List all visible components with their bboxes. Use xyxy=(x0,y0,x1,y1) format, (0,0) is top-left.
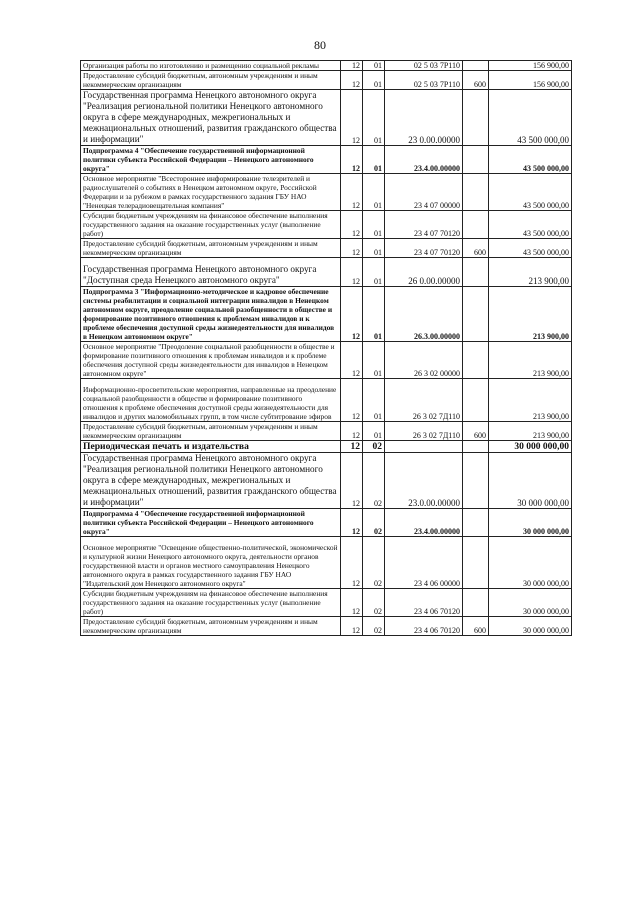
row-section-cell: 12 xyxy=(341,422,363,441)
row-subsection-cell: 02 xyxy=(363,441,385,453)
row-section-cell: 12 xyxy=(341,453,363,509)
row-target-article-cell: 02 5 03 7Р110 xyxy=(385,61,463,71)
row-subsection-cell: 01 xyxy=(363,71,385,90)
row-amount-cell: 30 000 000,00 xyxy=(489,441,572,453)
row-subsection-cell: 01 xyxy=(363,90,385,146)
row-target-article-cell xyxy=(385,441,463,453)
row-name-cell: Предоставление субсидий бюджетным, автономным учреждениям и иным некоммерческим организациям xyxy=(81,617,341,636)
row-amount-cell: 43 500 000,00 xyxy=(489,146,572,174)
row-name-cell: Подпрограмма 4 "Обеспечение государственной информационной политики субъекта Российской Федерации – Ненецкого автономного округа" xyxy=(81,146,341,174)
table-row xyxy=(81,441,572,453)
row-section-cell: 12 xyxy=(341,589,363,617)
row-amount-cell: 30 000 000,00 xyxy=(489,537,572,589)
table-row xyxy=(81,342,572,379)
row-amount-cell: 30 000 000,00 xyxy=(489,589,572,617)
row-section-cell: 12 xyxy=(341,379,363,422)
row-section-cell: 12 xyxy=(341,146,363,174)
row-expense-type-cell: 600 xyxy=(463,71,489,90)
row-expense-type-cell xyxy=(463,146,489,174)
row-name-cell: Предоставление субсидий бюджетным, автономным учреждениям и иным некоммерческим организациям xyxy=(81,422,341,441)
row-target-article-cell: 23 4 07 70120 xyxy=(385,211,463,239)
row-subsection-cell: 01 xyxy=(363,258,385,287)
row-subsection-cell: 01 xyxy=(363,174,385,211)
row-target-article-cell: 26 3 02 7Д110 xyxy=(385,422,463,441)
row-subsection-cell: 01 xyxy=(363,422,385,441)
row-amount-cell: 213 900,00 xyxy=(489,379,572,422)
row-target-article-cell: 23.4.00.00000 xyxy=(385,146,463,174)
row-section-cell: 12 xyxy=(341,342,363,379)
row-name-cell: Периодическая печать и издательства xyxy=(81,441,341,453)
row-subsection-cell: 01 xyxy=(363,146,385,174)
row-subsection-cell: 01 xyxy=(363,342,385,379)
row-section-cell: 12 xyxy=(341,211,363,239)
row-amount-cell: 43 500 000,00 xyxy=(489,90,572,146)
row-section-cell: 12 xyxy=(341,258,363,287)
row-name-cell: Информационно-просветительские мероприятия, направленные на преодоление социальной разобщенности в обществе и формирование позитивного отношения к проблеме обеспечения доступной среды жизнедеятельности для инвалидов и других маломобильных групп, в том числе субтитрование эфиров xyxy=(81,379,341,422)
row-section-cell: 12 xyxy=(341,617,363,636)
row-section-cell: 12 xyxy=(341,441,363,453)
row-expense-type-cell: 600 xyxy=(463,422,489,441)
row-target-article-cell: 23 4 06 00000 xyxy=(385,537,463,589)
row-amount-cell: 213 900,00 xyxy=(489,287,572,342)
row-subsection-cell: 02 xyxy=(363,509,385,537)
table-row xyxy=(81,146,572,174)
row-expense-type-cell xyxy=(463,342,489,379)
table-row xyxy=(81,258,572,287)
table-row xyxy=(81,174,572,211)
row-subsection-cell: 01 xyxy=(363,379,385,422)
row-expense-type-cell xyxy=(463,441,489,453)
row-subsection-cell: 01 xyxy=(363,287,385,342)
row-subsection-cell: 02 xyxy=(363,589,385,617)
table-row xyxy=(81,211,572,239)
table-row xyxy=(81,239,572,258)
row-section-cell: 12 xyxy=(341,71,363,90)
row-target-article-cell: 23 4 06 70120 xyxy=(385,617,463,636)
row-section-cell: 12 xyxy=(341,174,363,211)
row-target-article-cell: 23 4 07 70120 xyxy=(385,239,463,258)
row-target-article-cell: 26 3 02 7Д110 xyxy=(385,379,463,422)
row-expense-type-cell xyxy=(463,537,489,589)
row-amount-cell: 213 900,00 xyxy=(489,342,572,379)
table-row xyxy=(81,617,572,636)
row-name-cell: Субсидии бюджетным учреждениям на финансовое обеспечение выполнения государственного задания на оказание государственных услуг (выполнение работ) xyxy=(81,589,341,617)
table-row xyxy=(81,287,572,342)
row-expense-type-cell xyxy=(463,174,489,211)
row-amount-cell: 30 000 000,00 xyxy=(489,509,572,537)
row-amount-cell: 213 900,00 xyxy=(489,258,572,287)
row-name-cell: Государственная программа Ненецкого автономного округа "Реализация региональной политики Ненецкого автономного округа в сфере международных, межрегиональных и межнациональных отношений, развития гражданского общества и информации" xyxy=(81,453,341,509)
row-expense-type-cell xyxy=(463,258,489,287)
row-name-cell: Основное мероприятие "Преодоление социальной разобщенности в обществе и формирование позитивного отношения к проблемам инвалидов и к проблеме обеспечения доступной среды жизнедеятельности для инвалидов в Ненецком автономном округе" xyxy=(81,342,341,379)
row-expense-type-cell xyxy=(463,61,489,71)
row-amount-cell: 43 500 000,00 xyxy=(489,239,572,258)
table-row xyxy=(81,61,572,71)
row-amount-cell: 43 500 000,00 xyxy=(489,211,572,239)
row-target-article-cell: 23 4 06 70120 xyxy=(385,589,463,617)
row-target-article-cell: 02 5 03 7Р110 xyxy=(385,71,463,90)
table-row xyxy=(81,589,572,617)
table-row xyxy=(81,90,572,146)
row-section-cell: 12 xyxy=(341,90,363,146)
row-name-cell: Предоставление субсидий бюджетным, автономным учреждениям и иным некоммерческим организациям xyxy=(81,71,341,90)
row-expense-type-cell xyxy=(463,90,489,146)
page-number: 80 xyxy=(314,38,326,52)
row-section-cell: 12 xyxy=(341,61,363,71)
row-expense-type-cell xyxy=(463,287,489,342)
row-subsection-cell: 02 xyxy=(363,537,385,589)
row-name-cell: Государственная программа Ненецкого автономного округа "Реализация региональной политики Ненецкого автономного округа в сфере международных, межрегиональных и межнациональных отношений, развития гражданского общества и информации" xyxy=(81,90,341,146)
row-section-cell: 12 xyxy=(341,287,363,342)
row-subsection-cell: 02 xyxy=(363,617,385,636)
table-row xyxy=(81,509,572,537)
row-name-cell: Основное мероприятие "Освещение общественно-политической, экономической и культурной жизни Ненецкого автономного округа, деятельности органов государственной власти и органов местного самоуправления Ненецкого автономного округа в рамках государственного задания ГБУ НАО "Издательский дом Ненецкого автономного округа" xyxy=(81,537,341,589)
table-row xyxy=(81,537,572,589)
row-subsection-cell: 01 xyxy=(363,211,385,239)
row-target-article-cell: 23.4.00.00000 xyxy=(385,509,463,537)
table-row xyxy=(81,379,572,422)
row-name-cell: Субсидии бюджетным учреждениям на финансовое обеспечение выполнения государственного задания на оказание государственных услуг (выполнение работ) xyxy=(81,211,341,239)
row-target-article-cell: 26 3 02 00000 xyxy=(385,342,463,379)
budget-table xyxy=(80,60,572,636)
row-expense-type-cell xyxy=(463,509,489,537)
row-target-article-cell: 26.3.00.00000 xyxy=(385,287,463,342)
row-expense-type-cell: 600 xyxy=(463,617,489,636)
row-amount-cell: 30 000 000,00 xyxy=(489,453,572,509)
row-amount-cell: 43 500 000,00 xyxy=(489,174,572,211)
table-row xyxy=(81,453,572,509)
table-row xyxy=(81,71,572,90)
row-target-article-cell: 26 0.00.00000 xyxy=(385,258,463,287)
row-expense-type-cell xyxy=(463,211,489,239)
row-subsection-cell: 02 xyxy=(363,453,385,509)
row-amount-cell: 156 900,00 xyxy=(489,71,572,90)
table-row xyxy=(81,422,572,441)
row-section-cell: 12 xyxy=(341,239,363,258)
row-name-cell: Государственная программа Ненецкого автономного округа "Доступная среда Ненецкого автономного округа" xyxy=(81,258,341,287)
row-expense-type-cell xyxy=(463,453,489,509)
row-expense-type-cell xyxy=(463,379,489,422)
row-subsection-cell: 01 xyxy=(363,61,385,71)
row-subsection-cell: 01 xyxy=(363,239,385,258)
budget-table-body xyxy=(81,61,572,636)
row-target-article-cell: 23.0.00.00000 xyxy=(385,453,463,509)
row-amount-cell: 156 900,00 xyxy=(489,61,572,71)
row-name-cell: Организация работы по изготовлению и размещению социальной рекламы xyxy=(81,61,341,71)
row-name-cell: Подпрограмма 3 "Информационно-методическое и кадровое обеспечение системы реабилитации и социальной интеграции инвалидов в Ненецком автономном округе, преодоление социальной разобщенности в обществе и формирование позитивного отношения к проблемам инвалидов и к проблеме обеспечения доступной среды жизнедеятельности для инвалидов в Ненецком автономном округе" xyxy=(81,287,341,342)
row-section-cell: 12 xyxy=(341,509,363,537)
row-target-article-cell: 23 4 07 00000 xyxy=(385,174,463,211)
row-expense-type-cell: 600 xyxy=(463,239,489,258)
row-target-article-cell: 23 0.00.00000 xyxy=(385,90,463,146)
row-amount-cell: 213 900,00 xyxy=(489,422,572,441)
row-expense-type-cell xyxy=(463,589,489,617)
row-name-cell: Подпрограмма 4 "Обеспечение государственной информационной политики субъекта Российской Федерации – Ненецкого автономного округа" xyxy=(81,509,341,537)
row-amount-cell: 30 000 000,00 xyxy=(489,617,572,636)
row-name-cell: Основное мероприятие "Всестороннее информирование телезрителей и радиослушателей о событиях в Ненецком автономном округе, Российской Федерации и за рубежом в рамках государственного задания ГБУ НАО "Ненецкая телерадиовещательная компания" xyxy=(81,174,341,211)
row-section-cell: 12 xyxy=(341,537,363,589)
row-name-cell: Предоставление субсидий бюджетным, автономным учреждениям и иным некоммерческим организациям xyxy=(81,239,341,258)
